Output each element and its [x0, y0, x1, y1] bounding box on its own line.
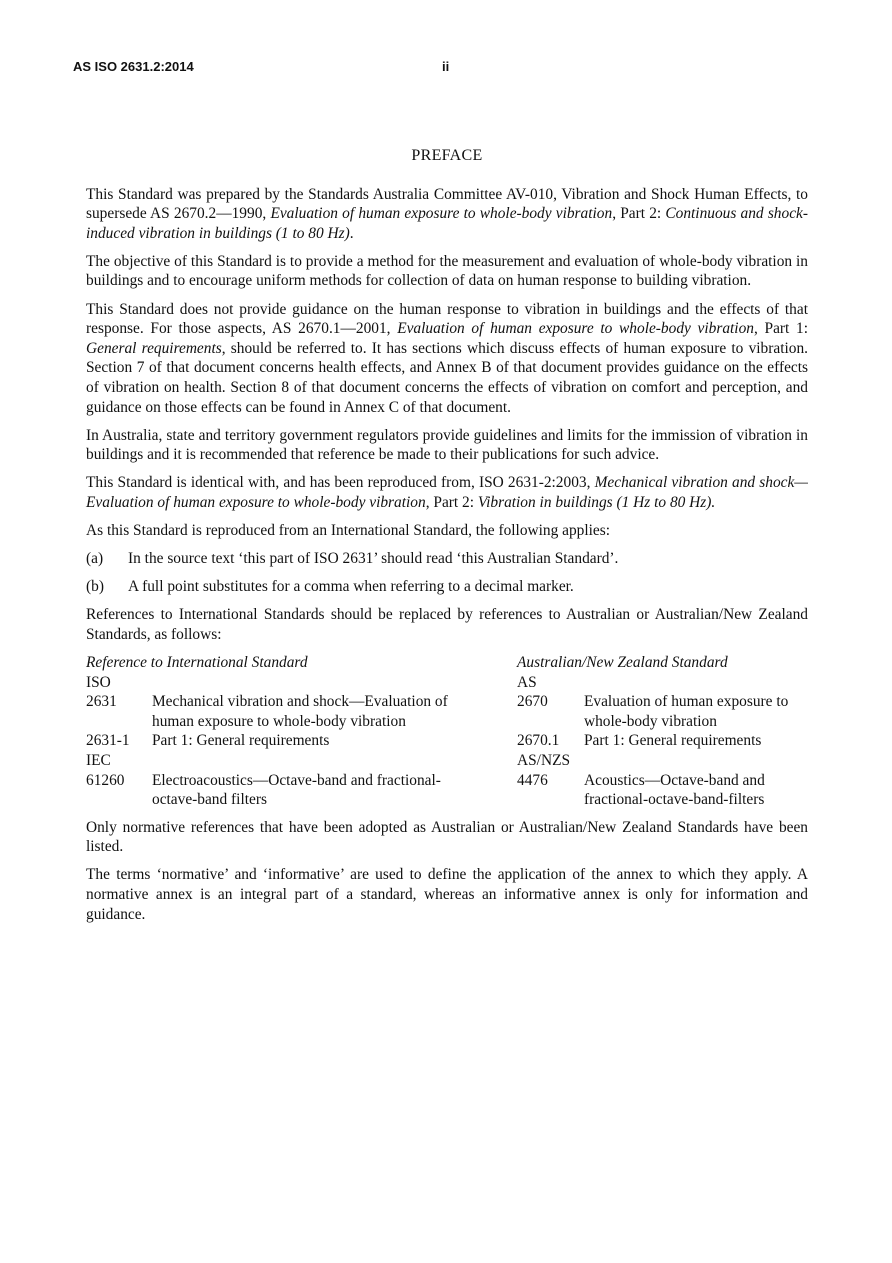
- paragraph-objective: The objective of this Standard is to provide a method for the measurement and evaluation of whole-body vibration in buildings and to encourage uniform methods for collection of data on human response to building vibration.: [86, 252, 808, 290]
- list-item-label: (a): [86, 550, 104, 568]
- text-run-italic: General requirements: [86, 339, 222, 357]
- table-row: [86, 673, 808, 693]
- empty-cell: [152, 673, 517, 693]
- table-row: [86, 771, 808, 810]
- heading-intl: Reference to International Standard: [86, 653, 308, 671]
- intl-number: 2631-1: [86, 732, 130, 750]
- text-run: This Standard does not provide guidance on the human response to vibration in buildings and the effects of that response. For those aspects, AS 2670.1—2001,: [86, 300, 808, 338]
- empty-cell: [584, 673, 808, 693]
- list-item-label: (b): [86, 578, 104, 596]
- text-run: , Part 2:: [612, 205, 666, 223]
- text-run: This Standard is identical with, and has been reproduced from, ISO 2631-2:2003,: [86, 474, 595, 492]
- table-header-row: [86, 653, 808, 673]
- table-row: [86, 692, 808, 731]
- intl-prefix: ISO: [86, 673, 111, 691]
- intl-prefix: IEC: [86, 751, 111, 769]
- references-table: [86, 653, 808, 810]
- paragraph-applies: As this Standard is reproduced from an International Standard, the following applies:: [86, 522, 611, 539]
- preface-content: [86, 146, 808, 933]
- intl-title: Mechanical vibration and shock—Evaluation of human exposure to whole-body vibration: [152, 693, 448, 730]
- text-run-italic: Evaluation of human exposure to whole-body vibration: [397, 320, 754, 338]
- aus-title: Acoustics—Octave-band and fractional-octave-band-filters: [584, 771, 765, 809]
- paragraph-regulators: In Australia, state and territory government regulators provide guidelines and limits for the immission of vibration in buildings and it is recommended that reference be made to their publications for such advice.: [86, 426, 808, 464]
- empty-cell: [152, 751, 517, 771]
- paragraph-terms: The terms ‘normative’ and ‘informative’ are used to define the application of the annex to which they apply. A normative annex is an integral part of a standard, whereas an informative annex is only for information and guidance.: [86, 866, 808, 923]
- text-run: , Part 2:: [425, 493, 478, 511]
- text-run: , Part 1:: [753, 320, 808, 338]
- aus-number: 2670: [517, 693, 548, 711]
- list-item: [86, 549, 808, 569]
- page-number: ii: [442, 59, 450, 74]
- aus-number: 2670.1: [517, 732, 560, 750]
- aus-prefix: AS/NZS: [517, 751, 571, 769]
- standard-number: AS ISO 2631.2:2014: [73, 59, 194, 74]
- list-item-text: A full point substitutes for a comma when referring to a decimal marker.: [128, 578, 574, 596]
- aus-title: Part 1: General requirements: [584, 732, 762, 750]
- text-run-italic: Vibration in buildings (1 Hz to 80 Hz).: [477, 493, 716, 511]
- intl-number: 2631: [86, 693, 117, 711]
- text-run: , should be referred to. It has sections which discuss effects of human exposure to vibration. Section 7 of that document concerns health effects, and Annex B of that document provides guidance on the effects of vibration on health. Section 8 of that document concerns the effects of vibration on comfort and perception, and guidance on those effects can be found in Annex C of that document.: [86, 339, 808, 416]
- page-title: PREFACE: [411, 147, 483, 164]
- list-item-text: In the source text ‘this part of ISO 2631’ should read ‘this Australian Standard’.: [128, 550, 619, 568]
- aus-title: Evaluation of human exposure to whole-body vibration: [584, 693, 789, 730]
- paragraph-references: References to International Standards should be replaced by references to Australian or Australian/New Zealand Standards, as follows:: [86, 606, 808, 643]
- paragraph-normative-refs: Only normative references that have been adopted as Australian or Australian/New Zealand Standards have been listed.: [86, 818, 808, 856]
- text-run-italic: Mechanical vibration and shock—Evaluation of human exposure to whole-body vibration: [86, 474, 808, 511]
- text-run: .: [349, 224, 354, 242]
- paragraph-committee: [86, 185, 808, 244]
- table-row: [86, 731, 808, 751]
- list-item: [86, 577, 808, 597]
- intl-title: Part 1: General requirements: [152, 732, 330, 750]
- heading-aus: Australian/New Zealand Standard: [517, 653, 728, 671]
- intl-number: 61260: [86, 771, 125, 789]
- empty-cell: [584, 751, 808, 771]
- intl-title: Electroacoustics—Octave-band and fractional-octave-band filters: [152, 771, 441, 809]
- text-run-italic: Continuous and shock-induced vibration in buildings (1 to 80 Hz): [86, 205, 808, 242]
- text-run: This Standard was prepared by the Standards Australia Committee AV-010, Vibration and Shock Human Effects, to supersede AS 2670.2—1990,: [86, 185, 808, 223]
- text-run-italic: Evaluation of human exposure to whole-body vibration: [270, 205, 613, 223]
- aus-prefix: AS: [517, 673, 537, 691]
- aus-number: 4476: [517, 771, 548, 789]
- paragraph-guidance: [86, 300, 808, 418]
- table-row: [86, 751, 808, 771]
- paragraph-identical: [86, 473, 808, 512]
